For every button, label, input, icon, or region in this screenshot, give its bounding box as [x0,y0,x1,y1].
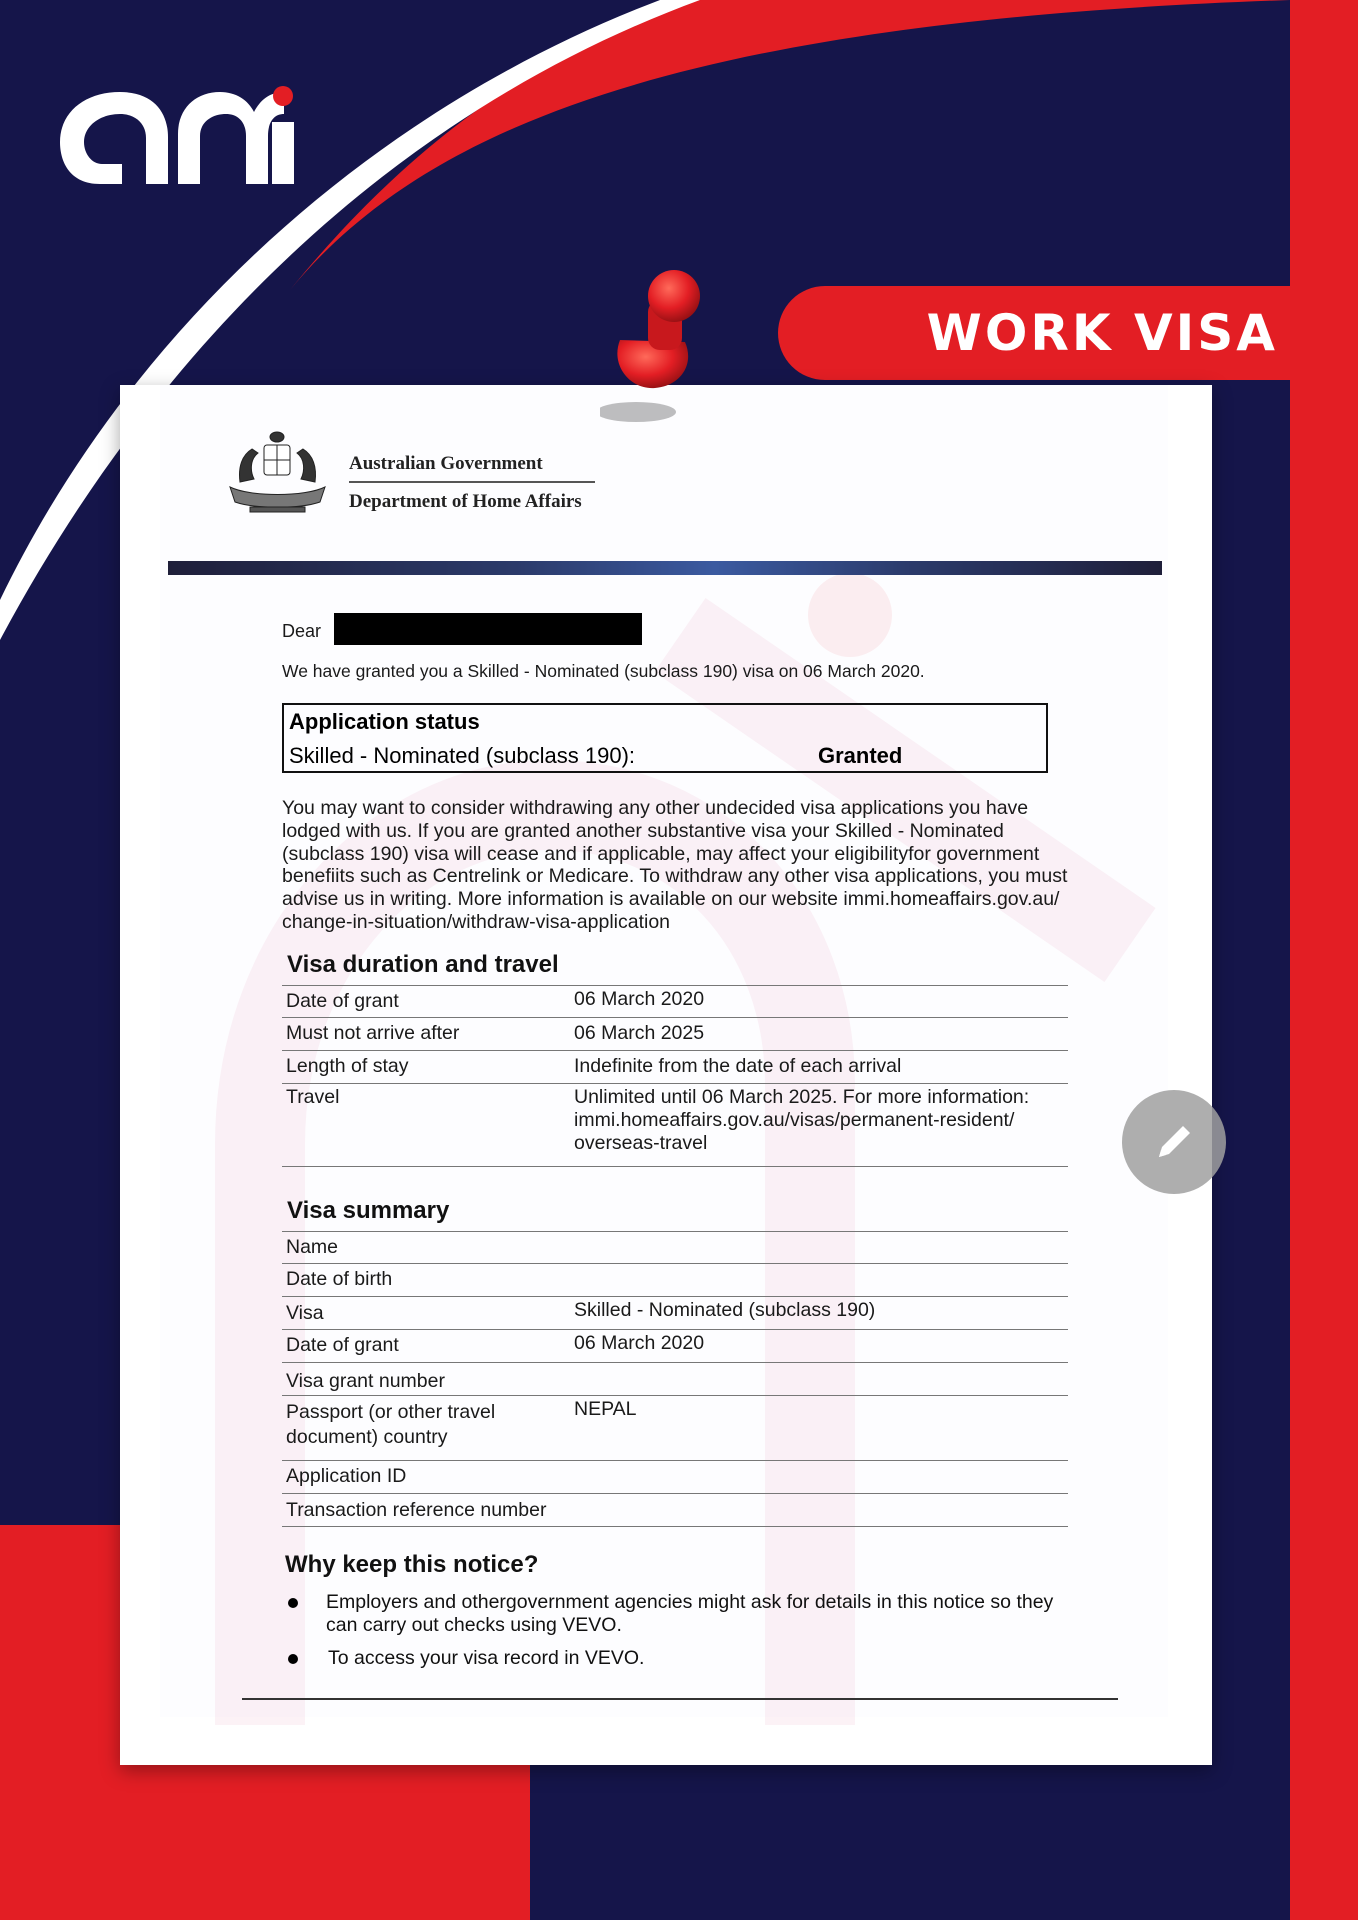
row-value: 06 March 2020 [574,1332,705,1354]
row-label: Travel [286,1086,340,1108]
status-title: Application status [289,709,480,734]
header-bar [168,561,1162,575]
row-label: Name [286,1236,339,1258]
row-label: Application ID [286,1465,407,1487]
bullet-icon [288,1654,298,1664]
table-row [282,1051,1068,1084]
banner-text: WORK VISA [926,304,1278,362]
status-value: Granted [818,743,903,768]
bullet-line: can carry out checks using VEVO. [326,1614,622,1636]
table-row [282,986,1068,1018]
paragraph-line: lodged with us. If you are granted another substantive visa your Skilled - Nominated [282,819,1004,842]
bullet-icon [288,1598,298,1608]
value-line: overseas-travel [574,1132,708,1154]
row-label: Date of grant [286,990,399,1012]
table-row [282,1264,1068,1297]
summary-table [282,1231,1068,1527]
ami-logo [60,82,300,192]
paragraph-line: benefiits such as Centrelink or Medicare. To withdraw any other visa applications, you must [282,865,1068,888]
notice-title: Why keep this notice? [285,1551,539,1578]
duration-title: Visa duration and travel [287,951,559,978]
table-row [282,1396,1068,1461]
paragraph-line: change-in-situation/withdraw-visa-application [282,910,671,933]
list-item [288,1591,1128,1637]
work-visa-banner [778,286,1358,380]
bullet-line: Employers and othergovernment agencies might ask for details in this notice so they [326,1591,1054,1613]
withdrawal-paragraph [282,797,1122,934]
row-label: Date of grant [286,1334,399,1356]
notice-bullets [288,1591,1128,1680]
pencil-icon [1149,1117,1199,1167]
letterhead-divider [349,481,595,483]
row-value: NEPAL [574,1398,637,1420]
row-value: Skilled - Nominated (subclass 190) [574,1299,876,1321]
label-line: Passport (or other travel [286,1401,496,1423]
row-label: Length of stay [286,1055,409,1077]
status-label: Skilled - Nominated (subclass 190): [289,743,636,768]
row-value [574,1086,1068,1155]
gov-line-2: Department of Home Affairs [349,491,582,512]
granted-sentence: We have granted you a Skilled - Nominated (subclass 190) visa on 06 March 2020. [282,661,925,681]
row-label: Transaction reference number [286,1499,547,1521]
list-item [288,1647,1128,1670]
paragraph-line: (subclass 190) visa will cease and if applicable, may affect your eligibilityfor government [282,842,1040,865]
row-label: Visa grant number [286,1370,445,1392]
footer-rule [242,1698,1118,1700]
bullet-line: To access your visa record in VEVO. [328,1647,645,1669]
row-value: 06 March 2025 [574,1022,705,1044]
gov-line-1: Australian Government [349,453,543,474]
pushpin-icon [600,270,740,430]
table-row [282,1461,1068,1494]
row-value: Indefinite from the date of each arrival [574,1055,902,1077]
redacted-name [334,613,642,645]
table-row [282,1297,1068,1330]
row-label: Visa [286,1302,324,1324]
row-value: 06 March 2020 [574,988,705,1010]
application-status-box [282,703,1048,773]
value-line: Unlimited until 06 March 2025. For more information: [574,1086,1030,1108]
label-line: document) country [286,1426,448,1448]
value-line: immi.homeaffairs.gov.au/visas/permanent-resident/ [574,1109,1015,1131]
summary-title: Visa summary [287,1197,450,1224]
coat-of-arms-icon [220,427,335,517]
paragraph-line: You may want to consider withdrawing any other undecided visa applications you have [282,797,1029,819]
table-row [282,1363,1068,1396]
paragraph-line: advise us in writing. More information is available on our website immi.homeaffairs.gov.au/ [282,888,1060,911]
row-label: Must not arrive after [286,1022,460,1044]
table-row [282,1084,1068,1167]
table-row [282,1494,1068,1527]
row-label: Date of birth [286,1268,393,1290]
duration-table [282,985,1068,1167]
table-row [282,1330,1068,1363]
table-row [282,1018,1068,1051]
visa-grant-letter [120,385,1212,1765]
table-row [282,1232,1068,1264]
row-label [286,1401,495,1449]
ami-logo-mark [60,82,300,192]
salutation: Dear [282,621,322,641]
edit-button[interactable] [1122,1090,1226,1194]
